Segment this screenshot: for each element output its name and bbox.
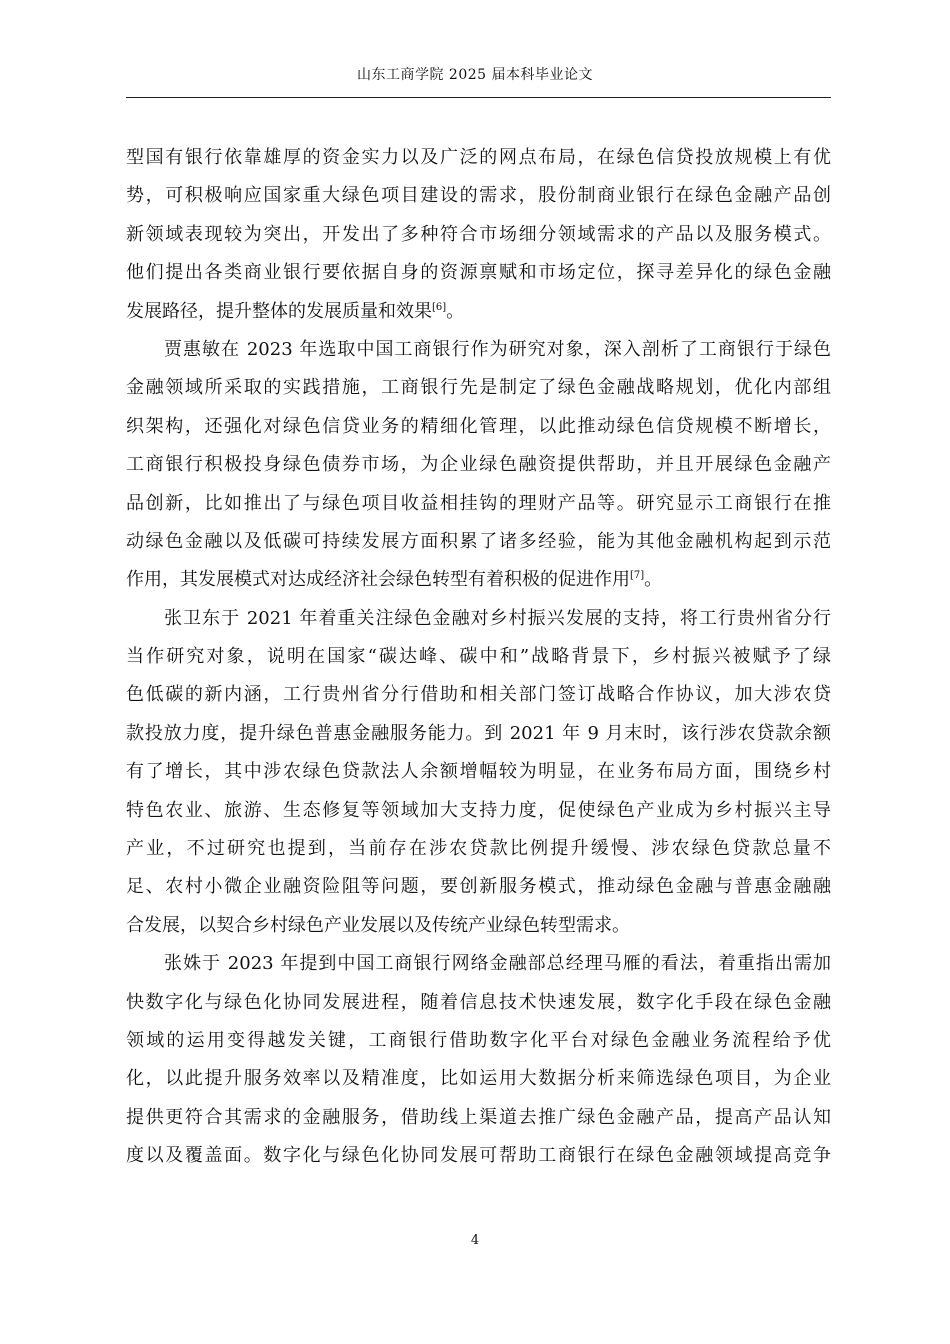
- text-line: 势，可积极响应国家重大绿色项目建设的需求，股份制商业银行在绿色金融产品创: [126, 185, 831, 207]
- text-line: [126, 561, 831, 599]
- paragraph-2: [126, 331, 831, 600]
- text-line: 化，以此提升服务效率以及精准度，比如运用大数据分析来筛选绿色项目，为企业: [126, 1068, 831, 1090]
- text-line: 快数字化与绿色化协同发展进程，随着信息技术快速发展，数字化手段在绿色金融: [126, 991, 831, 1013]
- text-line: 特色农业、旅游、生态修复等领域加大支持力度，促使绿色产业成为乡村振兴主导: [126, 799, 831, 821]
- paragraph-4: [126, 945, 831, 1175]
- text-run: 。: [644, 569, 663, 591]
- text-line: 型国有银行依靠雄厚的资金实力以及广泛的网点布局，在绿色信贷投放规模上有优: [126, 147, 831, 168]
- citation-ref: [6]: [432, 301, 447, 313]
- text-line: 张卫东于 2021 年着重关注绿色金融对乡村振兴发展的支持，将工行贵州省分行: [164, 607, 831, 629]
- text-line: 品创新，比如推出了与绿色项目收益相挂钩的理财产品等。研究显示工商银行在推: [126, 492, 831, 514]
- text-line: 度以及覆盖面。数字化与绿色化协同发展可帮助工商银行在绿色金融领域提高竞争: [126, 1145, 831, 1167]
- text-line: 工商银行积极投身绿色债券市场，为企业绿色融资提供帮助，并且开展绿色金融产: [126, 454, 831, 476]
- text-line: 合发展，以契合乡村绿色产业发展以及传统产业绿色转型需求。: [126, 914, 630, 936]
- running-header: 山东工商学院 2025 届本科毕业论文: [356, 67, 594, 83]
- text-run: 发展路径，提升整体的发展质量和效果: [126, 300, 432, 322]
- text-line: 他们提出各类商业银行要依据自身的资源禀赋和市场定位，探寻差异化的绿色金融: [126, 262, 831, 284]
- paragraph-1: [126, 139, 831, 331]
- text-run: 作用，其发展模式对达成经济社会绿色转型有着积极的促进作用: [126, 569, 630, 591]
- text-line: 张姝于 2023 年提到中国工商银行网络金融部总经理马雁的看法，着重指出需加: [164, 953, 831, 975]
- text-line: [126, 293, 831, 331]
- text-line: 动绿色金融以及低碳可持续发展方面积累了诸多经验，能为其他金融机构起到示范: [126, 530, 831, 552]
- text-line: 款投放力度，提升绿色普惠金融服务能力。到 2021 年 9 月末时，该行涉农贷款余额: [126, 722, 831, 744]
- text-line: 织架构，还强化对绿色信贷业务的精细化管理，以此推动绿色信贷规模不断增长，: [126, 415, 831, 437]
- text-line: 领域的运用变得越发关键，工商银行借助数字化平台对绿色金融业务流程给予优: [126, 1029, 831, 1051]
- text-line: 色低碳的新内涵，工行贵州省分行借助和相关部门签订战略合作协议，加大涉农贷: [126, 684, 831, 706]
- text-line: 有了增长，其中涉农绿色贷款法人余额增幅较为明显，在业务布局方面，围绕乡村: [126, 761, 831, 783]
- text-line: 提供更符合其需求的金融服务，借助线上渠道去推广绿色金融产品，提高产品认知: [126, 1106, 831, 1128]
- text-line: 当作研究对象，说明在国家“碳达峰、碳中和”战略背景下，乡村振兴被赋予了绿: [126, 646, 831, 668]
- text-line: 金融领域所采取的实践措施，工商银行先是制定了绿色金融战略规划，优化内部组: [126, 377, 831, 399]
- text-line: 新领域表现较为突出，开发出了多种符合市场细分领域需求的产品以及服务模式。: [126, 223, 831, 245]
- text-line: 足、农村小微企业融资险阻等问题，要创新服务模式，推动绿色金融与普惠金融融: [126, 876, 831, 898]
- page-number: 4: [470, 1233, 480, 1248]
- paragraph-3: [126, 600, 831, 946]
- text-line: 产业，不过研究也提到，当前存在涉农贷款比例提升缓慢、涉农绿色贷款总量不: [126, 838, 831, 860]
- body-text: [126, 139, 831, 1176]
- citation-ref: [7]: [630, 570, 645, 582]
- header-rule: [126, 97, 831, 98]
- text-line: 贾惠敏在 2023 年选取中国工商银行作为研究对象，深入剖析了工商银行于绿色: [164, 338, 831, 360]
- text-run: 。: [446, 300, 465, 322]
